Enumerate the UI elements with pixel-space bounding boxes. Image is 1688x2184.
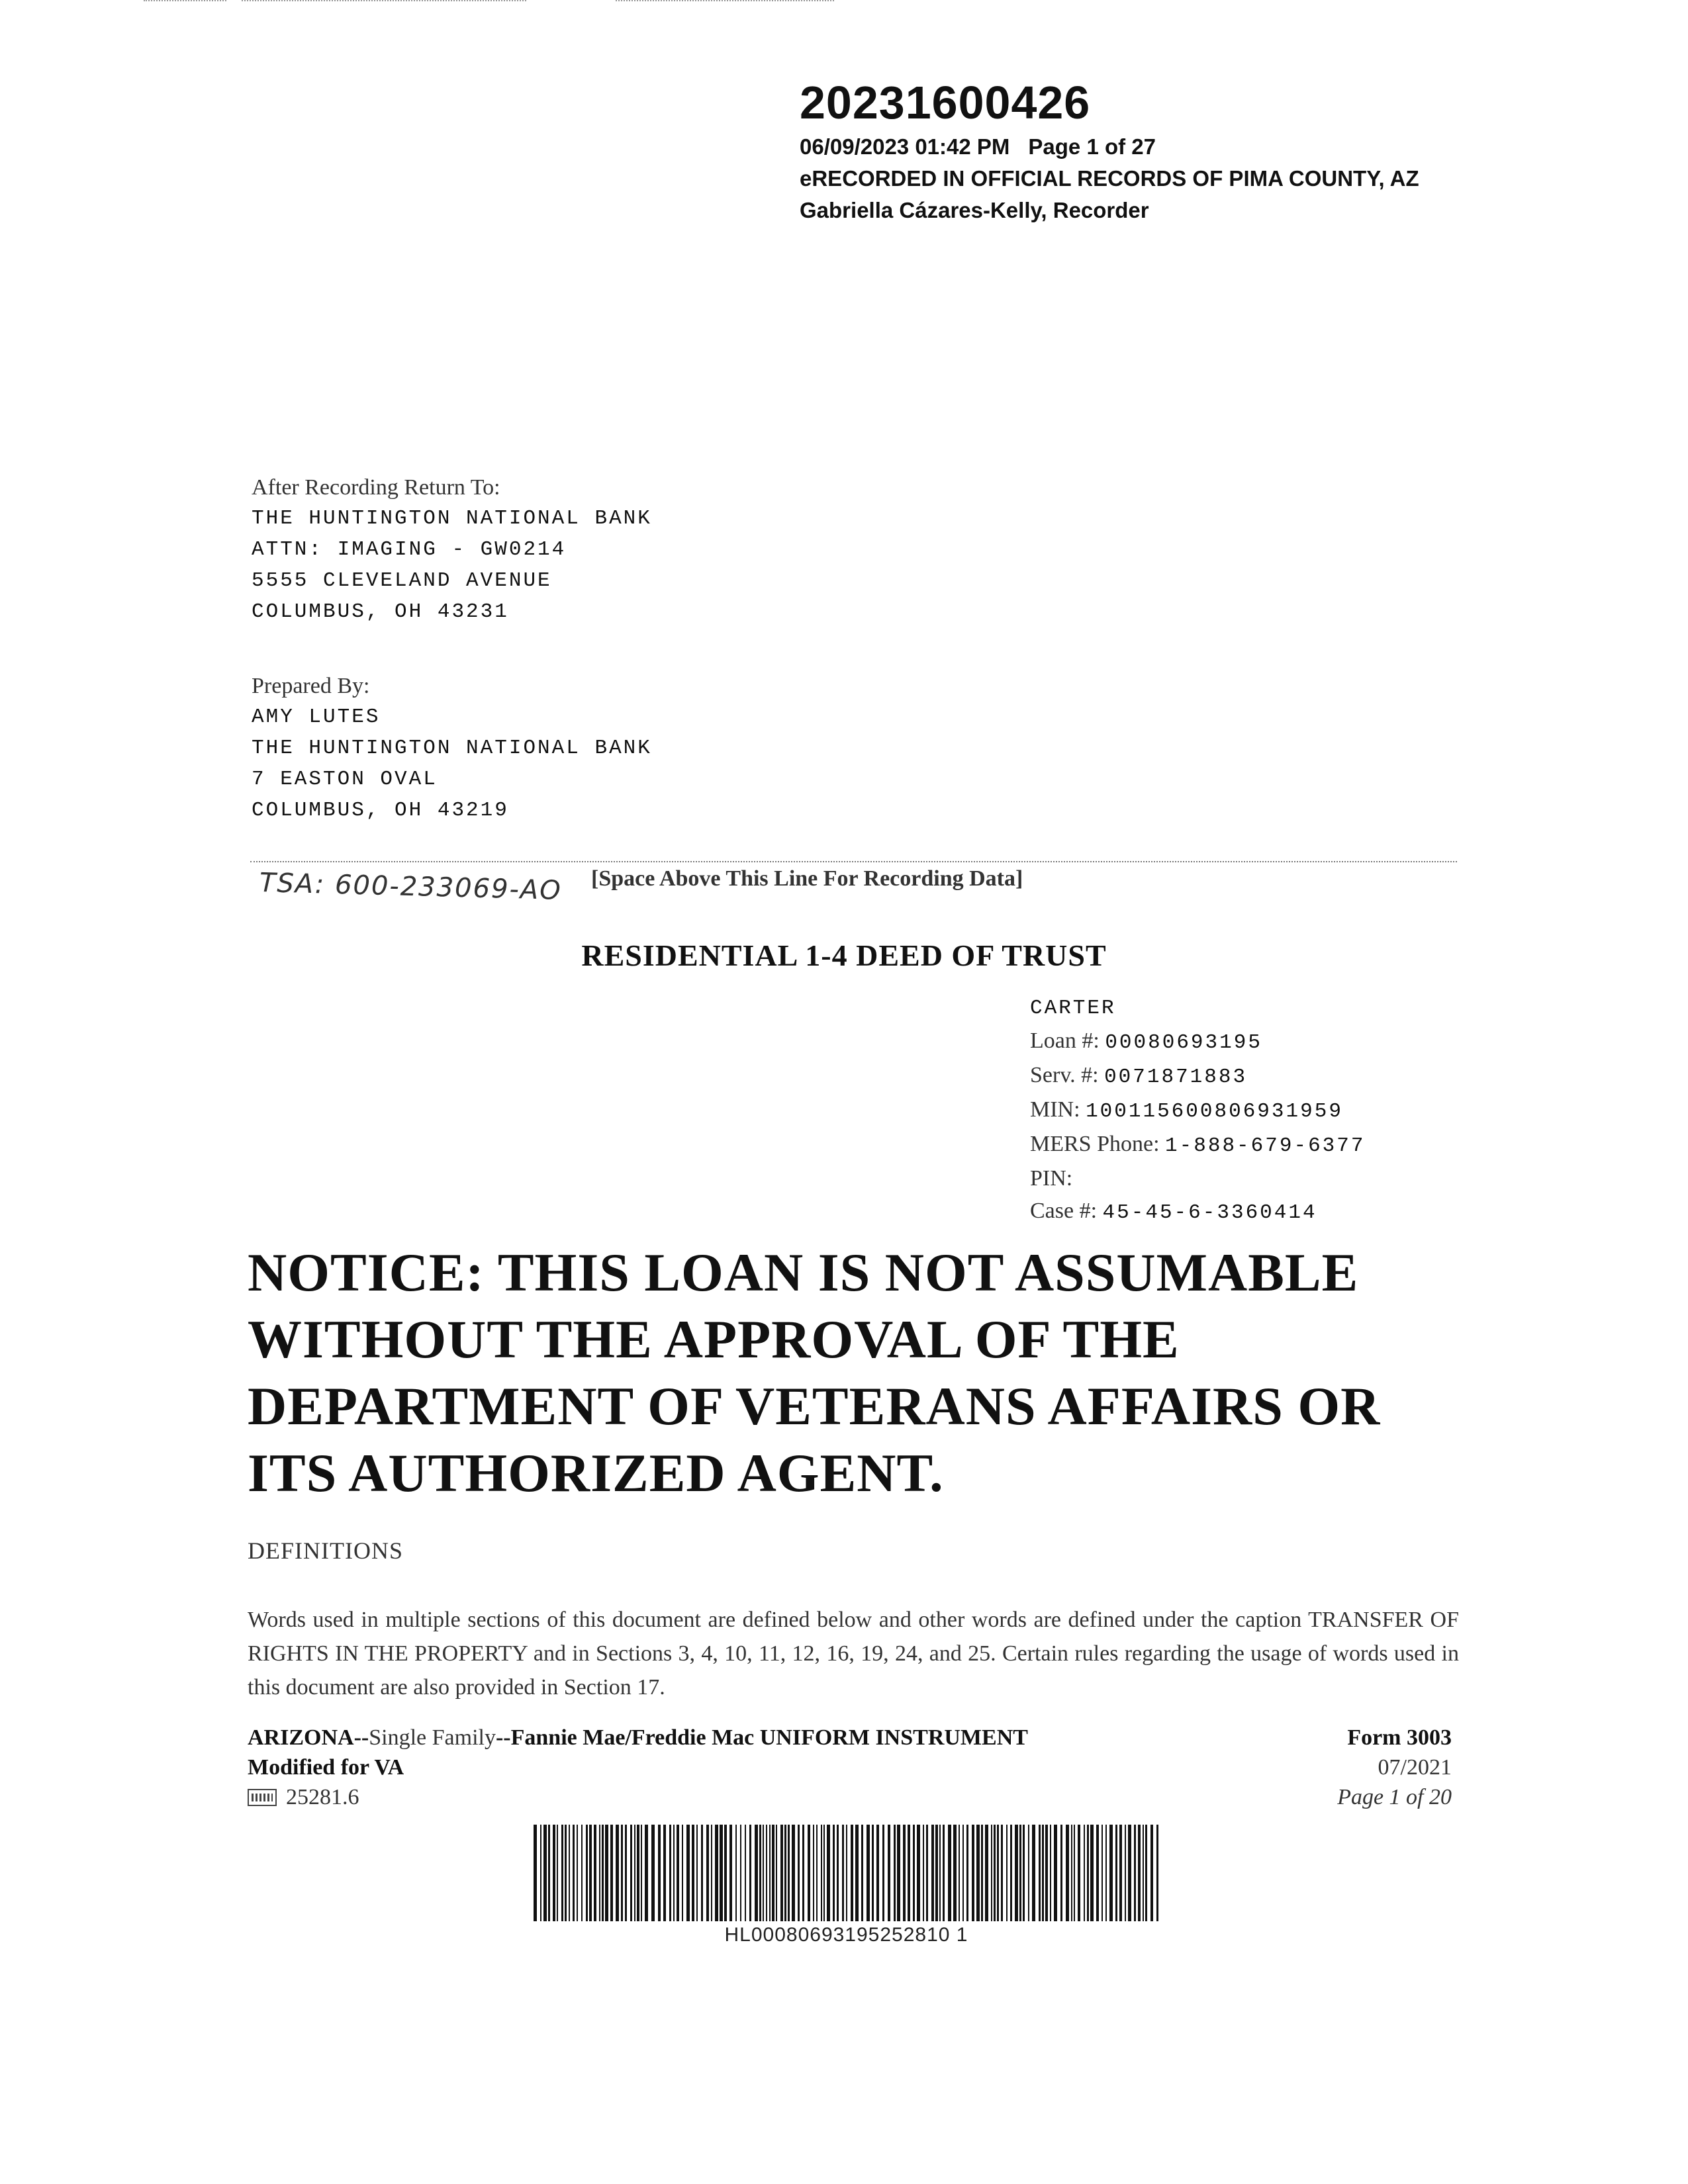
barcode-bar xyxy=(651,1825,655,1921)
loan-number-value: 00080693195 xyxy=(1105,1031,1262,1054)
barcode-bar xyxy=(953,1825,957,1921)
barcode-bar xyxy=(1045,1825,1048,1921)
barcode-bar xyxy=(1125,1825,1126,1921)
return-to-block xyxy=(252,472,652,627)
barcode-bar xyxy=(972,1825,974,1921)
barcode-bar xyxy=(692,1825,694,1921)
barcode-bar xyxy=(1015,1825,1018,1921)
min-value: 100115600806931959 xyxy=(1086,1100,1343,1123)
barcode-bar xyxy=(926,1825,928,1921)
barcode-text: HL00080693195252810 1 xyxy=(724,1924,968,1946)
footer-separator: -- xyxy=(353,1725,369,1750)
barcode-bar xyxy=(1078,1825,1080,1921)
barcode-bar xyxy=(1105,1825,1107,1921)
form-footer-right xyxy=(1244,1723,1452,1812)
recording-number: 20231600426 xyxy=(800,77,1091,128)
recorder-name: Gabriella Cázares-Kelly, Recorder xyxy=(800,198,1149,222)
barcode-bar xyxy=(784,1825,786,1921)
pin-label: PIN: xyxy=(1030,1166,1073,1191)
barcode-bar xyxy=(534,1825,537,1921)
barcode-bar xyxy=(1119,1825,1122,1921)
barcode-bar xyxy=(686,1825,690,1921)
barcode-bar xyxy=(917,1825,920,1921)
barcode-bar xyxy=(634,1825,635,1921)
barcode-bar xyxy=(1019,1825,1021,1921)
case-number-value: 45-45-6-3360414 xyxy=(1102,1201,1317,1224)
barcode-bar xyxy=(1060,1825,1062,1921)
barcode-bar xyxy=(1102,1825,1103,1921)
serv-number-value: 0071871883 xyxy=(1104,1066,1248,1089)
top-edge-mark xyxy=(242,0,526,3)
barcode-bar xyxy=(711,1825,712,1921)
barcode-bar xyxy=(867,1825,870,1921)
form-footer-left xyxy=(248,1723,1028,1812)
barcode-bar xyxy=(792,1825,795,1921)
barcode-bar xyxy=(599,1825,600,1921)
barcode-bar xyxy=(1109,1825,1113,1921)
case-number-label: Case #: xyxy=(1030,1199,1098,1223)
barcode-bar xyxy=(1145,1825,1147,1921)
loan-number-row xyxy=(1030,1024,1366,1059)
barcode-bar xyxy=(1074,1825,1075,1921)
barcode-bar xyxy=(981,1825,983,1921)
barcode-bar xyxy=(769,1825,771,1921)
barcode-bar xyxy=(894,1825,896,1921)
barcode-bar xyxy=(1023,1825,1025,1921)
barcode-bar xyxy=(1084,1825,1085,1921)
barcode-bar xyxy=(888,1825,890,1921)
barcode-bar xyxy=(772,1825,774,1921)
barcode-bar xyxy=(621,1825,623,1921)
footer-code: 25281.6 xyxy=(286,1785,359,1809)
va-assumability-notice: NOTICE: THIS LOAN IS NOT ASSUMABLE WITHOUT THE APPROVAL OF THE DEPARTMENT OF VETERANS AFFAIRS OR ITS AUTHORIZED AGENT. xyxy=(248,1242,1381,1503)
barcode-bar xyxy=(1087,1825,1089,1921)
barcode-bar xyxy=(798,1825,800,1921)
loan-number-label: Loan #: xyxy=(1030,1028,1100,1053)
top-edge-mark xyxy=(616,0,834,3)
barcode-bar xyxy=(581,1825,583,1921)
barcode-bar xyxy=(837,1825,839,1921)
barcode-bar xyxy=(931,1825,934,1921)
return-to-line: COLUMBUS, OH 43231 xyxy=(252,600,509,623)
barcode-bar xyxy=(543,1825,547,1921)
barcode-bar xyxy=(610,1825,613,1921)
barcode-bar xyxy=(548,1825,550,1921)
recording-stamp xyxy=(800,74,1419,226)
form-date: 07/2021 xyxy=(1378,1755,1452,1780)
barcode-bar xyxy=(677,1825,679,1921)
barcode-bar xyxy=(645,1825,648,1921)
prepared-by-line: COLUMBUS, OH 43219 xyxy=(252,799,509,822)
barcode-bar xyxy=(561,1825,563,1921)
barcode-bar xyxy=(1150,1825,1153,1921)
barcode-bar xyxy=(959,1825,960,1921)
barcode-bar xyxy=(776,1825,777,1921)
barcode-bar xyxy=(625,1825,627,1921)
recording-datetime: 06/09/2023 01:42 PM xyxy=(800,134,1010,159)
handwritten-tsa-note: TSA: 600-233069-AO xyxy=(259,868,563,906)
barcode-bar xyxy=(1054,1825,1057,1921)
barcode-bar xyxy=(557,1825,558,1921)
instrument-line xyxy=(248,1723,1028,1752)
barcode-bar xyxy=(855,1825,859,1921)
barcode-bar xyxy=(682,1825,683,1921)
barcode-bar xyxy=(1071,1825,1072,1921)
pin-row xyxy=(1030,1162,1366,1195)
barcode-bar xyxy=(1042,1825,1044,1921)
barcode-bar xyxy=(696,1825,698,1921)
barcode-bar xyxy=(962,1825,964,1921)
mers-phone-value: 1-888-679-6377 xyxy=(1165,1134,1366,1158)
barcode-bar xyxy=(1134,1825,1136,1921)
barcode-bar xyxy=(833,1825,835,1921)
recorded-official-line: eRECORDED IN OFFICIAL RECORDS OF PIMA COUNTY, AZ xyxy=(800,166,1419,191)
barcode-bar xyxy=(749,1825,751,1921)
barcode-bar xyxy=(872,1825,874,1921)
barcode-bar xyxy=(565,1825,567,1921)
barcode-bar xyxy=(923,1825,924,1921)
footer-modified: Modified for VA xyxy=(248,1755,404,1780)
barcode-bar xyxy=(846,1825,847,1921)
barcode-bar xyxy=(780,1825,783,1921)
barcode-bar xyxy=(994,1825,996,1921)
prepared-by-line: 7 EASTON OVAL xyxy=(252,768,438,791)
barcode-bar xyxy=(1028,1825,1029,1921)
barcode-bar xyxy=(913,1825,915,1921)
barcode-bar xyxy=(1039,1825,1041,1921)
barcode-bar xyxy=(802,1825,804,1921)
barcode-bar xyxy=(630,1825,632,1921)
barcode-bar xyxy=(602,1825,604,1921)
barcode-bar xyxy=(586,1825,588,1921)
barcode-bar xyxy=(641,1825,642,1921)
barcode-bar xyxy=(729,1825,732,1921)
barcode-bar xyxy=(589,1825,592,1921)
recording-datetime-line xyxy=(800,131,1419,163)
barcode-bar xyxy=(759,1825,761,1921)
barcode-bar xyxy=(1138,1825,1141,1921)
return-to-label: After Recording Return To: xyxy=(252,475,500,500)
barcode-bar xyxy=(637,1825,639,1921)
prepared-by-label: Prepared By: xyxy=(252,674,370,698)
space-above-note: [Space Above This Line For Recording Data] xyxy=(591,866,1023,891)
barcode-bar xyxy=(1010,1825,1012,1921)
barcode-bar xyxy=(821,1825,822,1921)
barcode-bar xyxy=(823,1825,825,1921)
loan-info-block xyxy=(1030,992,1366,1229)
barcode-bar xyxy=(573,1825,575,1921)
barcode-bar xyxy=(1156,1825,1158,1921)
barcode-bar xyxy=(816,1825,818,1921)
barcode-bar xyxy=(1143,1825,1144,1921)
barcode-bar xyxy=(1050,1825,1051,1921)
definitions-heading: DEFINITIONS xyxy=(248,1537,403,1564)
footer-family: Single Family xyxy=(369,1725,496,1750)
barcode-bar xyxy=(1115,1825,1117,1921)
footer-separator: -- xyxy=(495,1725,511,1750)
mers-phone-row xyxy=(1030,1128,1366,1162)
barcode-bar xyxy=(939,1825,941,1921)
prepared-by-block xyxy=(252,670,652,826)
barcode-bar xyxy=(861,1825,863,1921)
barcode-bar xyxy=(882,1825,884,1921)
document-barcode xyxy=(534,1825,1159,1921)
barcode-bar xyxy=(966,1825,968,1921)
barcode-bar xyxy=(577,1825,578,1921)
form-page: Page 1 of 20 xyxy=(1337,1785,1452,1809)
min-label: MIN: xyxy=(1030,1097,1080,1122)
return-to-line: 5555 CLEVELAND AVENUE xyxy=(252,569,552,592)
form-number: Form 3003 xyxy=(1347,1725,1452,1750)
footer-state: ARIZONA xyxy=(248,1725,354,1750)
footer-instrument: Fannie Mae/Freddie Mac UNIFORM INSTRUMENT xyxy=(510,1725,1028,1750)
definitions-paragraph: Words used in multiple sections of this document are defined below and other words are defined under the caption TRANSFER OF RIGHTS IN THE PROPERTY and in Sections 3, 4, 10, 11, 12, 16, 19, 24, and 25. Certain rules regarding the usage of words used in this document are also provided in Section 17. xyxy=(248,1608,1459,1700)
barcode-bar xyxy=(1006,1825,1008,1921)
barcode-bar xyxy=(669,1825,671,1921)
barcode-bar xyxy=(1090,1825,1094,1921)
barcode-bar xyxy=(673,1825,675,1921)
min-row xyxy=(1030,1093,1366,1128)
barcode-bar xyxy=(663,1825,666,1921)
barcode-bar xyxy=(1096,1825,1099,1921)
barcode-bar xyxy=(553,1825,555,1921)
barcode-bar xyxy=(766,1825,767,1921)
serv-number-row xyxy=(1030,1059,1366,1093)
barcode-bar xyxy=(903,1825,906,1921)
recording-page: Page 1 of 27 xyxy=(1028,134,1156,159)
barcode-bar xyxy=(851,1825,853,1921)
barcode-bar xyxy=(976,1825,980,1921)
return-to-line: ATTN: IMAGING - GW0214 xyxy=(252,538,567,561)
top-edge-mark xyxy=(144,0,226,3)
barcode-bar xyxy=(701,1825,703,1921)
barcode-bar xyxy=(740,1825,741,1921)
barcode-bar xyxy=(991,1825,992,1921)
barcode-bar xyxy=(842,1825,844,1921)
barcode-bar xyxy=(745,1825,746,1921)
barcode-bar xyxy=(1128,1825,1131,1921)
barcode-bar xyxy=(605,1825,608,1921)
barcode-bar xyxy=(658,1825,661,1921)
form-software-icon xyxy=(248,1789,277,1806)
document-title: RESIDENTIAL 1-4 DEED OF TRUST xyxy=(581,938,1107,972)
barcode-bar xyxy=(897,1825,900,1921)
barcode-bar xyxy=(616,1825,619,1921)
barcode-bar xyxy=(943,1825,945,1921)
barcode-bar xyxy=(813,1825,814,1921)
prepared-by-line: AMY LUTES xyxy=(252,705,381,729)
barcode-bar xyxy=(948,1825,951,1921)
mers-phone-label: MERS Phone: xyxy=(1030,1132,1160,1156)
barcode-bar xyxy=(763,1825,764,1921)
barcode-bar xyxy=(985,1825,988,1921)
barcode-bar xyxy=(720,1825,723,1921)
barcode-bar xyxy=(908,1825,910,1921)
serv-number-label: Serv. #: xyxy=(1030,1063,1099,1087)
barcode-bar xyxy=(1032,1825,1035,1921)
barcode-bar xyxy=(997,1825,999,1921)
barcode-bar xyxy=(808,1825,810,1921)
barcode-bar xyxy=(935,1825,938,1921)
barcode-bar xyxy=(569,1825,570,1921)
barcode-bar xyxy=(706,1825,709,1921)
barcode-bar xyxy=(788,1825,790,1921)
barcode-bar xyxy=(735,1825,737,1921)
prepared-by-line: THE HUNTINGTON NATIONAL BANK xyxy=(252,737,652,760)
barcode-bar xyxy=(876,1825,879,1921)
barcode-bar xyxy=(540,1825,541,1921)
barcode-bar xyxy=(827,1825,830,1921)
case-number-row xyxy=(1030,1195,1366,1229)
barcode-bar xyxy=(594,1825,596,1921)
borrower-name: CARTER xyxy=(1030,997,1116,1020)
footer-code-row xyxy=(248,1782,1028,1812)
barcode-bar xyxy=(755,1825,758,1921)
barcode-bar xyxy=(724,1825,727,1921)
barcode-bar xyxy=(715,1825,718,1921)
barcode-bar xyxy=(1066,1825,1069,1921)
return-to-line: THE HUNTINGTON NATIONAL BANK xyxy=(252,507,652,530)
barcode-bar xyxy=(1001,1825,1003,1921)
